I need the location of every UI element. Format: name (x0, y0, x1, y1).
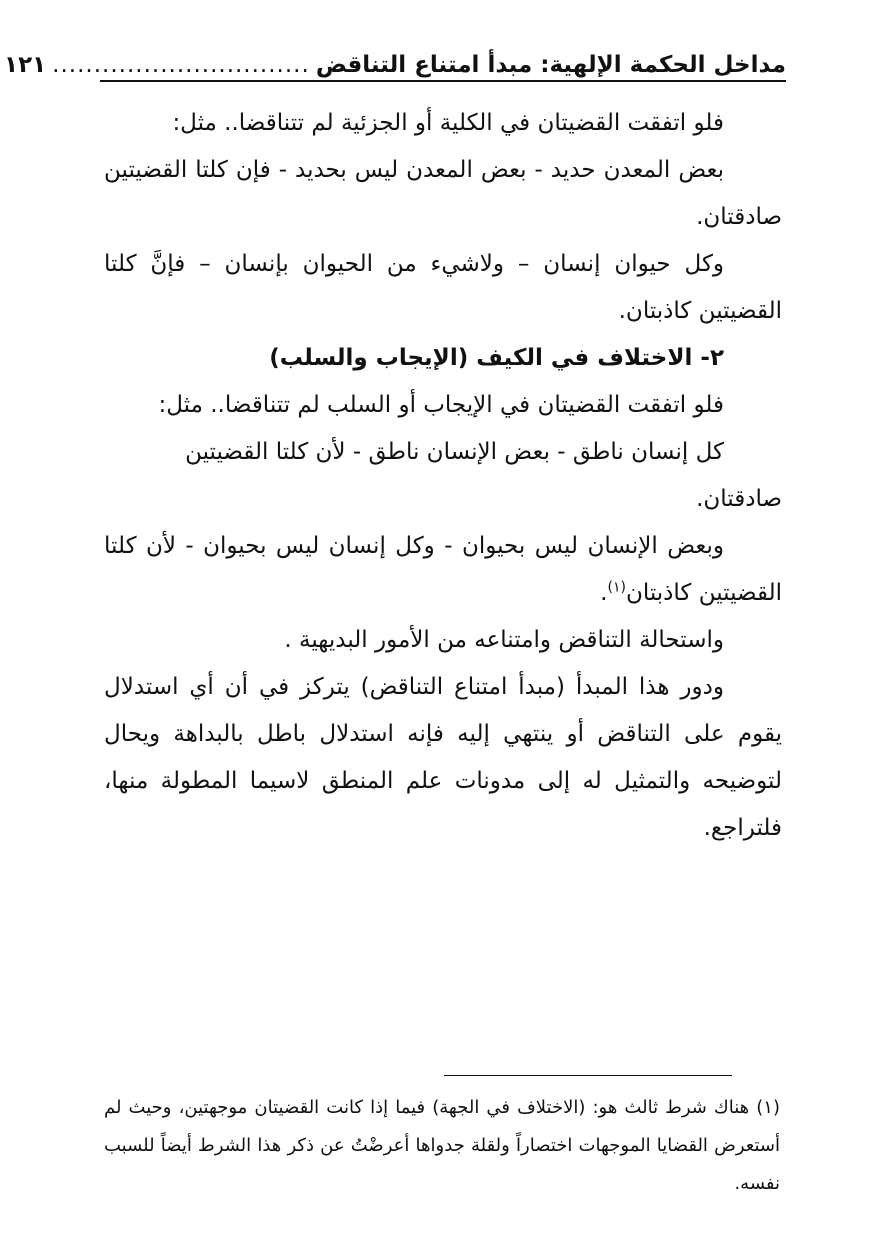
footnote-1: (١) هناك شرط ثالث هو: (الاختلاف في الجهة) فيما إذا كانت القضيتان موجهتين، وحيث لم أستعرض القضايا الموجهات اختصاراً ولقلة جدواها أعرضْتُ عن ذكر هذا الشرط أيضاً للسبب نفسه. (104, 1097, 780, 1194)
paragraph-6-end: . (600, 580, 608, 606)
header-rule (100, 80, 786, 82)
running-header (4, 34, 786, 78)
page-number: ١٢١ (4, 52, 47, 78)
paragraph-6-text: وبعض الإنسان ليس بحيوان - وكل إنسان ليس بحيوان - لأن كلتا القضيتين كاذبتان (104, 533, 782, 606)
running-header-title: مداخل الحكمة الإلهية: مبدأ امتناع التناقض (315, 52, 786, 78)
footnotes (104, 1089, 780, 1203)
paragraph-8: ودور هذا المبدأ (مبدأ امتناع التناقض) يتركز في أن أي استدلال يقوم على التناقض أو ينتهي إليه فإنه استدلال باطل بالبداهة ويحال لتوضيحه والتمثيل له إلى مدونات علم المنطق لاسيما المطولة منها، فلتراجع. (104, 674, 782, 841)
paragraph-4: فلو اتفقت القضيتان في الإيجاب أو السلب لم تتناقضا.. مثل: (158, 392, 724, 418)
main-text (104, 100, 782, 852)
paragraph-7: واستحالة التناقض وامتناعه من الأمور البديهية . (284, 627, 724, 653)
paragraph-2: بعض المعدن حديد - بعض المعدن ليس بحديد - فإن كلتا القضيتين صادقتان. (104, 157, 782, 230)
section-heading: ٢- الاختلاف في الكيف (الإيجاب والسلب) (269, 345, 724, 371)
header-leader-dots: ............................... (52, 52, 310, 78)
paragraph-3: وكل حيوان إنسان – ولاشيء من الحيوان بإنسان – فإنَّ كلتا القضيتين كاذبتان. (104, 251, 782, 324)
footnote-reference[interactable]: (١) (607, 579, 626, 596)
footnote-separator (444, 1075, 732, 1076)
paragraph-6 (104, 523, 782, 617)
paragraph-5: كل إنسان ناطق - بعض الإنسان ناطق - لأن كلتا القضيتين صادقتان. (185, 439, 782, 512)
paragraph-1: فلو اتفقت القضيتان في الكلية أو الجزئية لم تتناقضا.. مثل: (172, 110, 724, 136)
